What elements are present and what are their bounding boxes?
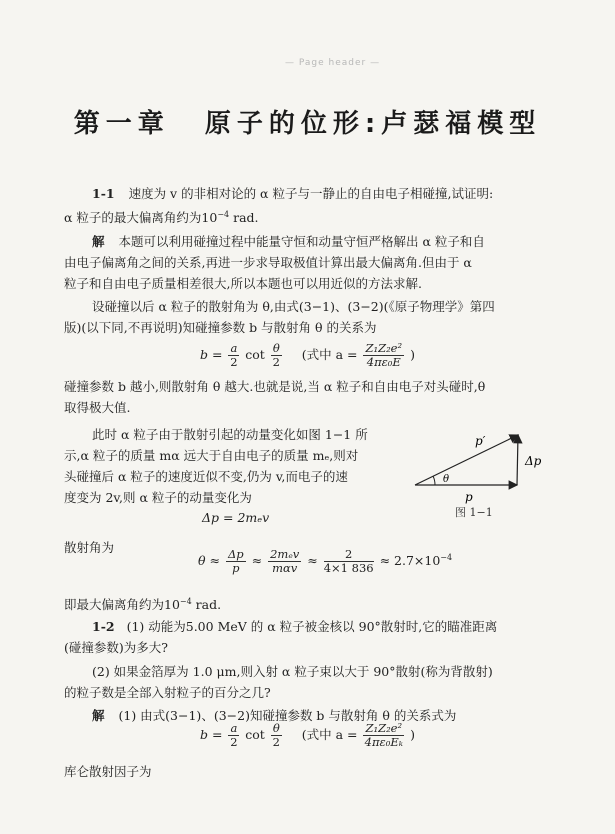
- problem-number: 1-1: [92, 186, 115, 201]
- figure-caption: 图 1−1: [455, 506, 493, 519]
- fraction: $\frac{a}{2}$: [230, 341, 238, 369]
- fraction: $\frac{2}{4\times 1 836}$: [323, 547, 374, 575]
- momentum-line2: 示,α 粒子的质量 mα 远大于自由电子的质量 mₑ,则对: [64, 448, 359, 463]
- para-b-line1: 碰撞参数 b 越小,则散射角 θ 越大.也就是说,当 α 粒子和自由电子对头碰时,θ: [64, 379, 486, 394]
- collision-line1: 设碰撞以后 α 粒子的散射角为 θ,由式(3−1)、(3−2)(《原子物理学》第四: [92, 299, 495, 314]
- fraction: $\frac{a}{2}$: [230, 721, 238, 749]
- solution-label: 解: [92, 234, 105, 249]
- chapter-name: 原子的位形:卢瑟福模型: [204, 109, 542, 139]
- angle-arc: [433, 476, 435, 485]
- problem-number: 1-2: [92, 619, 115, 634]
- solution-1-line1: 解 本题可以利用碰撞过程中能量守恒和动量守恒严格解出 α 粒子和自: [92, 234, 485, 249]
- label-pprime: p′: [475, 434, 486, 448]
- fraction: $\frac{\theta}{2}$: [272, 341, 280, 369]
- solution-2-line1: 解 (1) 由式(3−1)、(3−2)知碰撞参数 b 与散射角 θ 的关系式为: [92, 708, 457, 723]
- equation-dp: Δp = 2mₑv: [202, 510, 270, 525]
- vector-pprime: [415, 435, 518, 485]
- problem-1-1-line1: 1-1 速度为 v 的非相对论的 α 粒子与一静止的自由电子相碰撞,试证明:: [92, 186, 494, 201]
- vector-dp: [517, 435, 518, 485]
- momentum-line1: 此时 α 粒子由于散射引起的动量变化如图 1−1 所: [92, 427, 368, 442]
- fraction: $\frac{\theta}{2}$: [272, 721, 280, 749]
- problem-1-2-line1: 1-2 (1) 动能为5.00 MeV 的 α 粒子被金核以 90°散射时,它的瞄准距离: [92, 619, 498, 634]
- problem-1-1-line2: α 粒子的最大偏离角约为$10^{-4}$ rad.: [64, 210, 259, 226]
- label-theta: θ: [443, 474, 450, 485]
- problem-1-2-line3: (2) 如果金箔厚为 1.0 μm,则入射 α 粒子束以大于 90°散射(称为背散射): [92, 664, 493, 679]
- momentum-line4: 度变为 2v,则 α 粒子的动量变化为: [64, 490, 252, 505]
- problem-1-2-line2: (碰撞参数)为多大?: [64, 640, 168, 655]
- equation-theta: θ ≈ $\frac{\Delta p}{p}$ ≈ $\frac{\text{2mₑv}}{\text{mαv}}$ ≈ $\frac{2}{4\times 1 836}$ ≈ $2.7\times 10^{-4}$: [198, 547, 453, 575]
- running-head: — Page header —: [285, 58, 381, 68]
- fraction: $\frac{\text{2mₑv}}{\text{mαv}}$: [270, 547, 300, 575]
- solution-label: 解: [92, 708, 105, 723]
- solution-1-line3: 粒子和自由电子质量相差很大,所以本题也可以用近似的方法求解.: [64, 276, 422, 291]
- chapter-title: [0, 103, 615, 140]
- label-dp: Δp: [525, 454, 542, 468]
- fraction: $\frac{\Delta p}{p}$: [227, 547, 244, 575]
- collision-line2: 版)(以下同,不再说明)知碰撞参数 b 与散射角 θ 的关系为: [64, 320, 377, 335]
- problem-1-2-line4: 的粒子数是全部入射粒子的百分之几?: [64, 685, 271, 700]
- fraction: $\frac{\text{Z₁Z₂e²}}{\text{4πε₀E}}$: [365, 341, 403, 369]
- figure-1-1: [405, 425, 580, 505]
- equation-b-theta-ek: b = $\frac{a}{2}$ cot $\frac{\theta}{2}$ (式中 a = $\frac{\text{Z₁Z₂e²}}{\text{4πε₀Eₖ}}$ ): [200, 721, 415, 749]
- chapter-number: 第一章: [73, 109, 170, 139]
- equation-b-theta: b = $\frac{a}{2}$ cot $\frac{\theta}{2}$ (式中 a = $\frac{\text{Z₁Z₂e²}}{\text{4πε₀E}}$ ): [200, 341, 415, 369]
- max-angle: 即最大偏离角约为$10^{-4}$ rad.: [64, 597, 222, 613]
- coulomb-factor-label: 库仑散射因子为: [64, 764, 152, 779]
- solution-1-line2: 由电子偏离角之间的关系,再进一步求导取极值计算出最大偏离角.但由于 α: [64, 255, 472, 270]
- fraction: $\frac{\text{Z₁Z₂e²}}{\text{4πε₀Eₖ}}$: [364, 721, 403, 749]
- scatter-angle-label: 散射角为: [64, 540, 115, 555]
- para-b-line2: 取得极大值.: [64, 400, 131, 415]
- momentum-line3: 头碰撞后 α 粒子的速度近似不变,仍为 v,而电子的速: [64, 469, 348, 484]
- label-p: p: [465, 490, 473, 504]
